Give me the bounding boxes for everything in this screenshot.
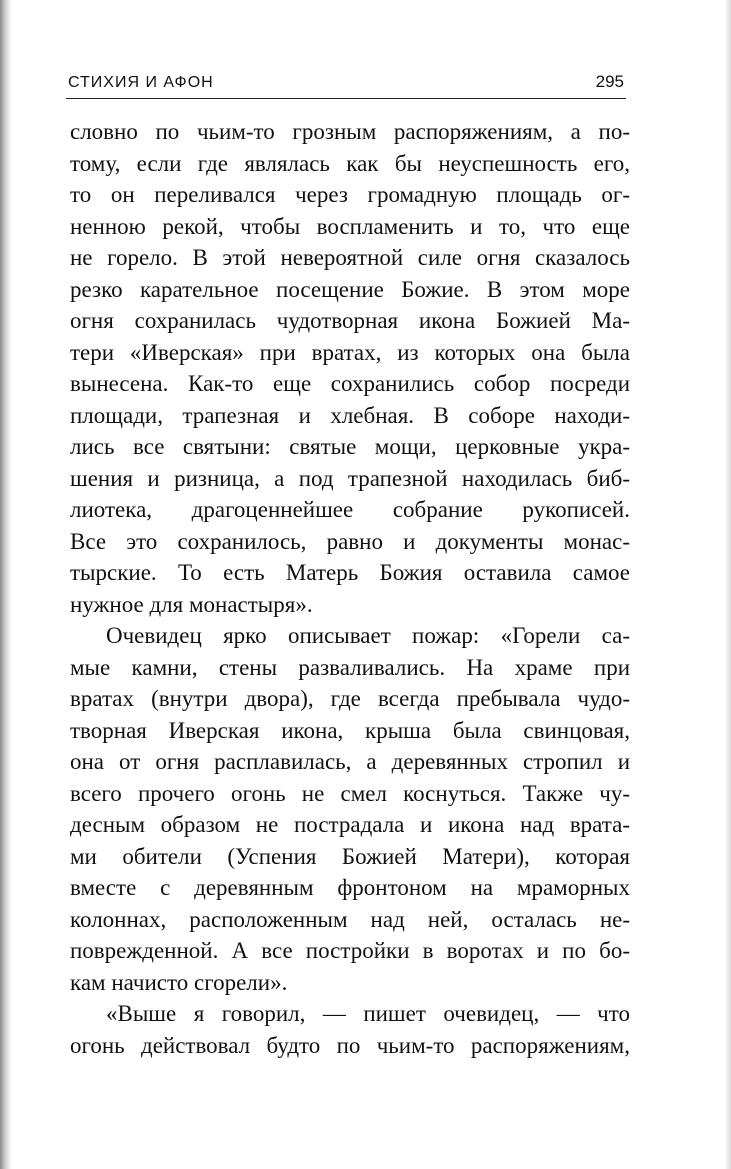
text-line: поврежденной. А все постройки в воротах и по бо- bbox=[70, 938, 630, 963]
text-line: Очевидец ярко описывает пожар: «Горели са- bbox=[106, 623, 630, 648]
text-line: вратах (внутри двора), где всегда пребывала чудо- bbox=[70, 686, 630, 711]
running-header bbox=[66, 72, 626, 99]
body-text bbox=[70, 116, 630, 1061]
text-line: вместе с деревянным фронтоном на мраморных bbox=[70, 875, 630, 900]
text-line: резко карательное посещение Божие. В этом море bbox=[70, 276, 630, 302]
text-line: словно по чьим-то грозным распоряжениям, а по- bbox=[70, 119, 630, 144]
text-line: кам начисто сгорели». bbox=[70, 969, 288, 995]
text-line: всего прочего огонь не смел коснуться. Также чу- bbox=[70, 780, 630, 806]
text-line: нужное для монастыря». bbox=[70, 591, 313, 617]
text-line: она от огня расплавилась, а деревянных стропил и bbox=[70, 749, 630, 774]
text-line: ми обители (Успения Божией Матери), которая bbox=[70, 843, 630, 869]
running-title: СТИХИЯ И АФОН bbox=[68, 74, 214, 91]
text-line: десным образом не пострадала и икона над врата- bbox=[70, 812, 630, 837]
text-line: вынесена. Как-то еще сохранились собор посреди bbox=[70, 371, 630, 396]
text-line: шения и ризница, а под трапезной находилась биб- bbox=[70, 465, 630, 491]
text-line: тырские. То есть Матерь Божия оставила самое bbox=[70, 560, 630, 585]
text-line: тому, если где являлась как бы неуспешность его, bbox=[70, 150, 630, 176]
text-line: мые камни, стены разваливались. На храме при bbox=[70, 654, 630, 680]
text-line: колоннах, расположенным над ней, осталась не- bbox=[70, 906, 630, 932]
text-line: огня сохранилась чудотворная икона Божией Ма- bbox=[70, 308, 630, 333]
text-line: «Выше я говорил, — пишет очевидец, — что bbox=[106, 1001, 630, 1026]
text-line: Все это сохранилось, равно и документы монас- bbox=[70, 528, 630, 554]
text-line: огонь действовал будто по чьим-то распоряжениям, bbox=[70, 1032, 630, 1058]
text-line: лиотека, драгоценнейшее собрание рукописей. bbox=[70, 497, 630, 522]
scan-shadow-right bbox=[725, 0, 731, 1169]
text-line: ненною рекой, чтобы воспламенить и то, что еще bbox=[70, 213, 630, 239]
page-number: 295 bbox=[595, 72, 624, 91]
scan-shadow-left bbox=[0, 0, 12, 1169]
text-line: лись все святыни: святые мощи, церковные укра- bbox=[70, 434, 630, 459]
text-line: творная Иверская икона, крыша была свинцовая, bbox=[70, 717, 630, 743]
text-line: не горело. В этой невероятной силе огня сказалось bbox=[70, 245, 630, 270]
text-line: площади, трапезная и хлебная. В соборе находи- bbox=[70, 402, 630, 428]
text-line: то он переливался через громадную площадь ог- bbox=[70, 182, 630, 207]
text-line: тери «Иверская» при вратах, из которых она была bbox=[70, 339, 630, 365]
